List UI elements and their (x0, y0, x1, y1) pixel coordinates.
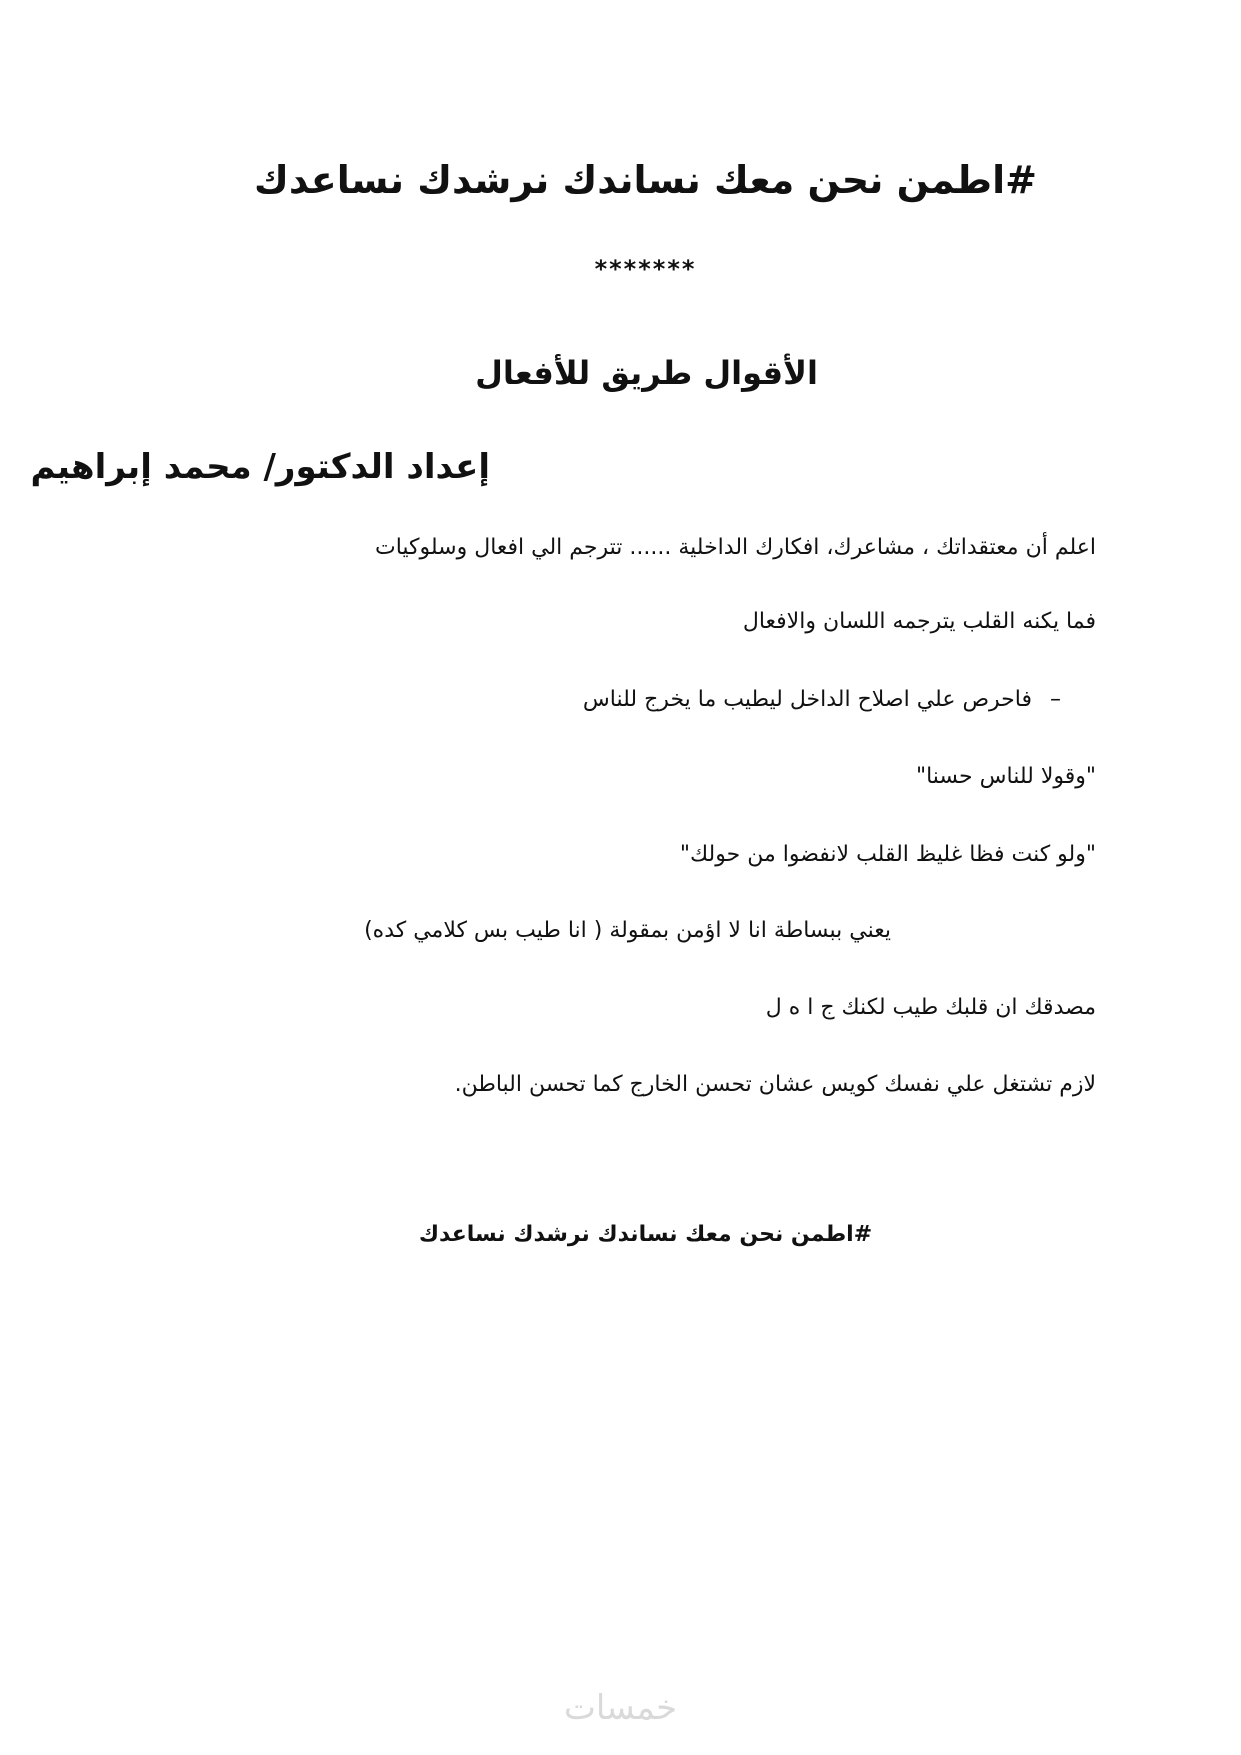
watermark-logo (0, 1688, 1241, 1728)
stars-divider (0, 255, 1241, 283)
stars-divider-text: ******* (594, 255, 697, 283)
footer-hashtag (0, 1218, 1241, 1252)
author-line: إعداد الدكتور/ محمد إبراهيم (30, 447, 490, 487)
watermark-logo-text: خمسات (563, 1688, 678, 1728)
document-subtitle-text: الأقوال طريق للأفعال (475, 354, 818, 392)
paragraph-2: فما يكنه القلب يترجمه اللسان والافعال (742, 609, 1096, 634)
paragraph-5-quote: "ولو كنت فظا غليظ القلب لانفضوا من حولك" (679, 842, 1096, 867)
list-dash: – (1050, 687, 1061, 712)
page-title (0, 150, 1241, 210)
page-title-text: #اطمن نحن معك نساندك نرشدك نساعدك (254, 158, 1037, 202)
footer-hashtag-text: #اطمن نحن معك نساندك نرشدك نساعدك (418, 1222, 873, 1247)
document-subtitle (0, 348, 1241, 398)
paragraph-3-text: فاحرص علي اصلاح الداخل ليطيب ما يخرج للناس (582, 687, 1032, 712)
paragraph-6: يعني ببساطة انا لا اؤمن بمقولة ( انا طيب بس كلامي كده) (364, 918, 891, 943)
paragraph-7: مصدقك ان قلبك طيب لكنك ج ا ه ل (765, 995, 1096, 1020)
paragraph-4-quote: "وقولا للناس حسنا" (915, 764, 1096, 789)
paragraph-8: لازم تشتغل علي نفسك كويس عشان تحسن الخارج كما تحسن الباطن. (454, 1072, 1096, 1097)
paragraph-3-list-item (583, 683, 1061, 717)
paragraph-1: اعلم أن معتقداتك ، مشاعرك، افكارك الداخلية ...... تترجم الي افعال وسلوكيات (374, 535, 1096, 560)
